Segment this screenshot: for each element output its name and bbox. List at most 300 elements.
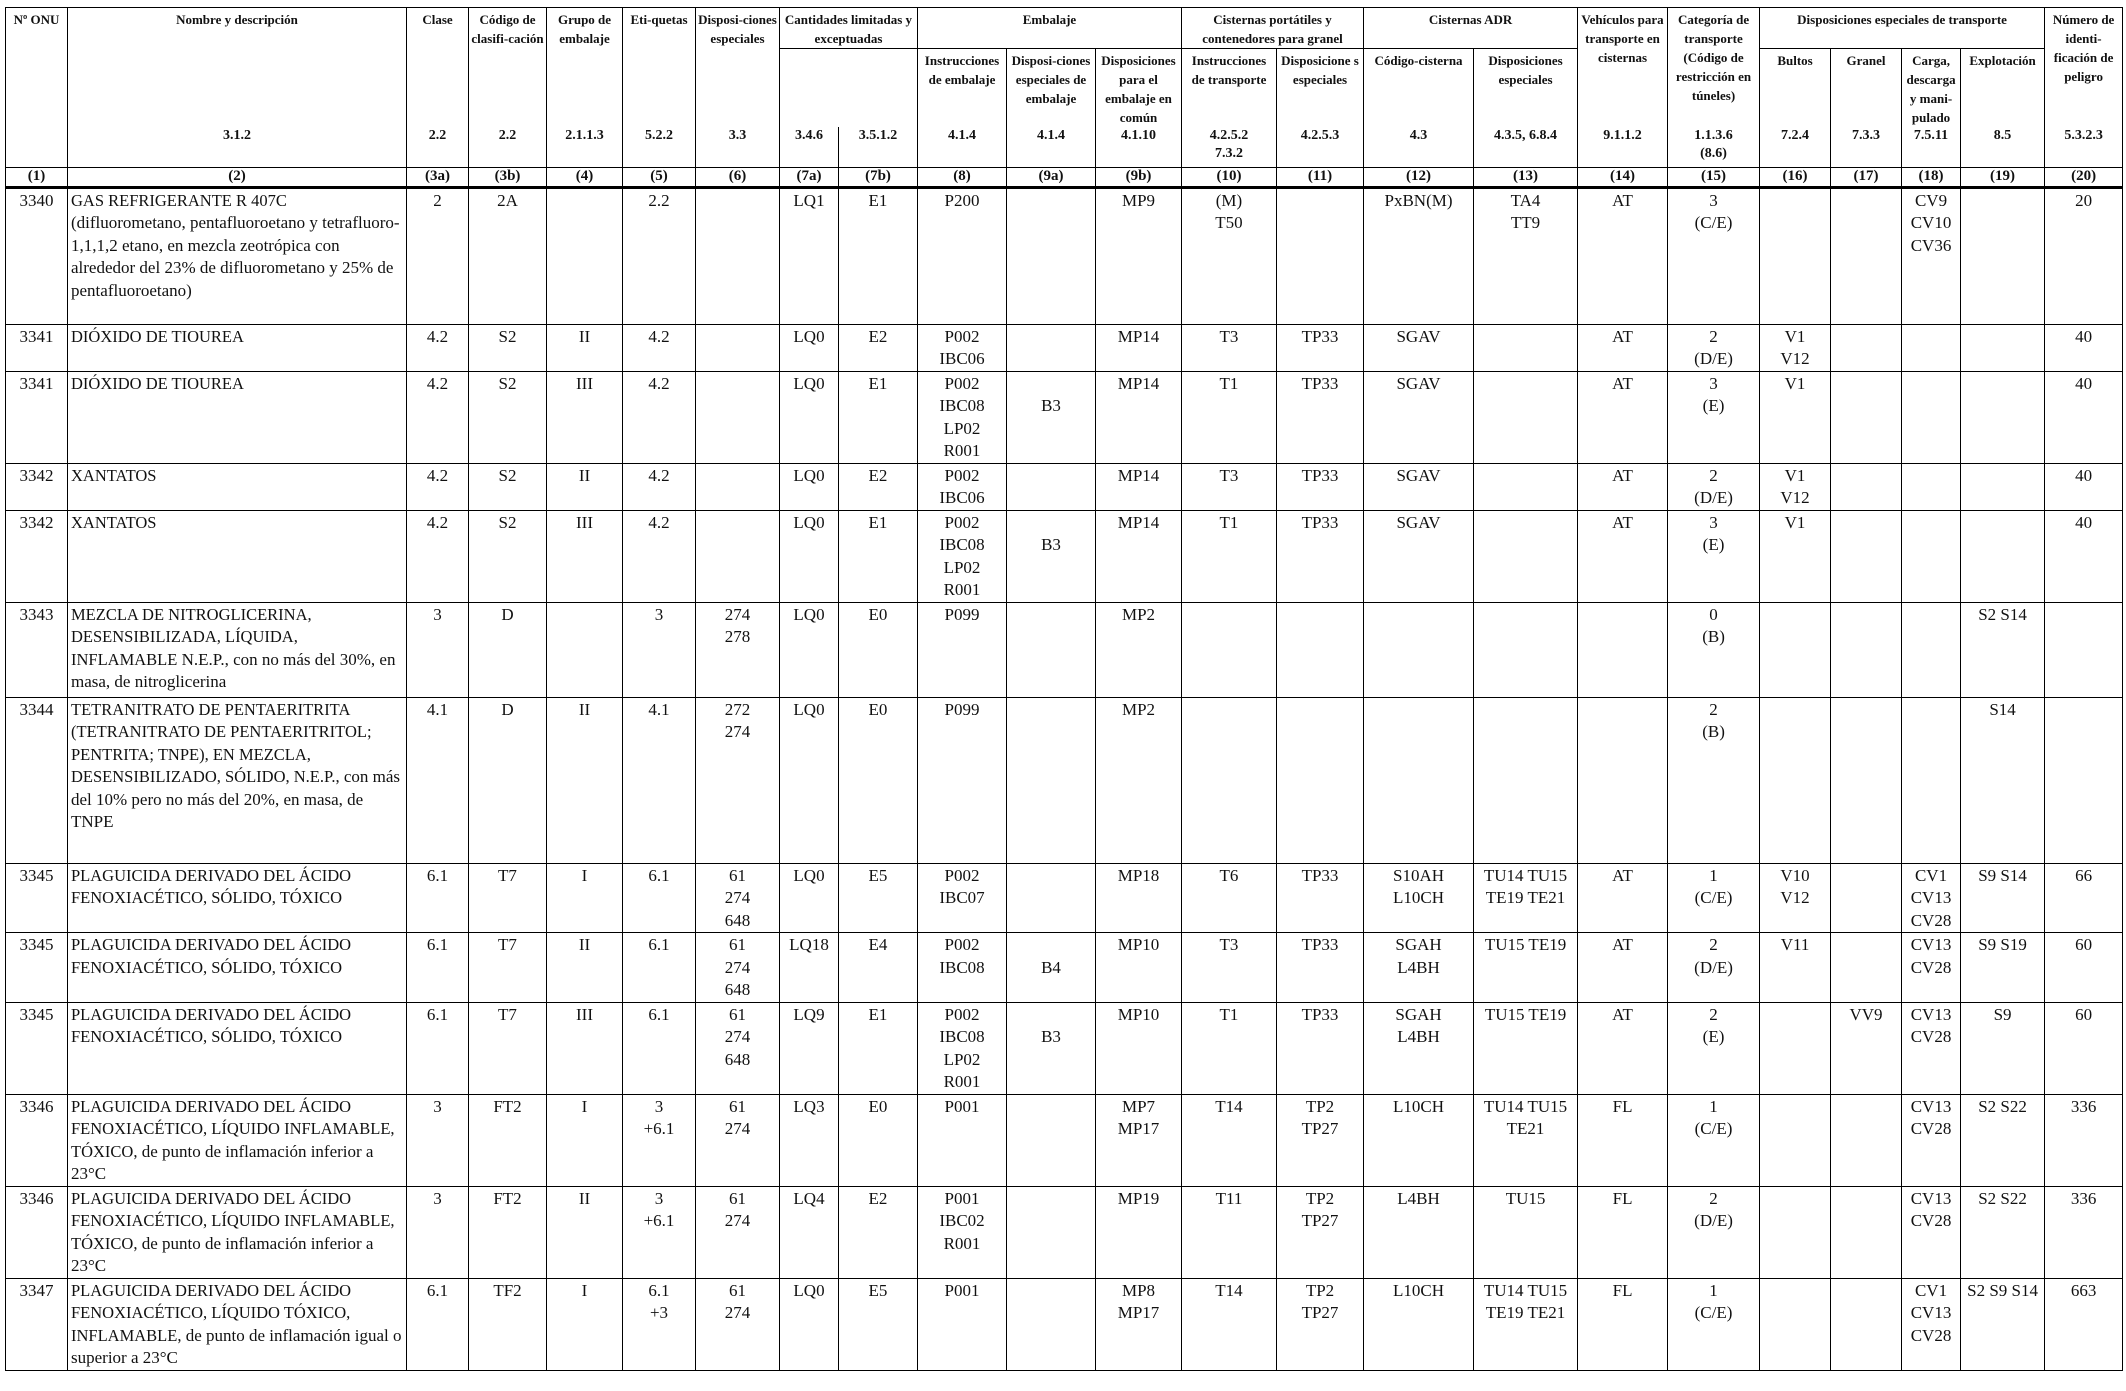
header-adr-tanks-group: Cisternas ADR xyxy=(1364,8,1578,49)
cell-c8: P002 IBC08 xyxy=(918,933,1007,1003)
cell-c9b: MP9 xyxy=(1096,187,1182,324)
cell-c9a xyxy=(1007,463,1096,510)
header-7a-blank xyxy=(780,49,839,128)
cell-c3b: S2 xyxy=(469,371,547,463)
cell-c10: T3 xyxy=(1182,933,1277,1003)
cell-c10 xyxy=(1182,602,1277,697)
header-portable-tank-instructions: Instrucciones de transporte xyxy=(1182,49,1277,128)
cell-c18: CV13 CV28 xyxy=(1902,1094,1961,1186)
cell-c7a: LQ0 xyxy=(780,697,839,863)
cell-c5: 6.1 xyxy=(623,863,696,933)
cell-c3b: T7 xyxy=(469,863,547,933)
cell-c13: TU15 TE19 xyxy=(1474,1002,1578,1094)
cell-c14: AT xyxy=(1578,933,1668,1003)
column-number: (5) xyxy=(623,167,696,187)
name-description-cell xyxy=(68,697,407,863)
cell-c15: 2 (D/E) xyxy=(1668,1186,1760,1278)
column-number: (1) xyxy=(6,167,68,187)
column-number: (3b) xyxy=(469,167,547,187)
name-description-cell xyxy=(68,187,407,324)
column-number: (9b) xyxy=(1096,167,1182,187)
cell-c3a: 4.2 xyxy=(407,510,469,602)
cell-c6: 61 274 xyxy=(696,1186,780,1278)
substance-name: PLAGUICIDA DERIVADO DEL ÁCIDO FENOXIACÉTICO, LÍQUIDO INFLAMABLE, TÓXICO, xyxy=(71,1188,395,1253)
header-packages: Bultos xyxy=(1760,49,1831,128)
cell-c11: TP33 xyxy=(1277,863,1364,933)
cell-c14: AT xyxy=(1578,463,1668,510)
cell-c7a: LQ0 xyxy=(780,863,839,933)
cell-c13 xyxy=(1474,697,1578,863)
ref-cell: 7.2.4 xyxy=(1760,127,1831,167)
column-number: (19) xyxy=(1961,167,2045,187)
cell-c13 xyxy=(1474,324,1578,371)
cell-c17 xyxy=(1831,697,1902,863)
cell-c9a xyxy=(1007,187,1096,324)
cell-c15: 2 (D/E) xyxy=(1668,463,1760,510)
cell-c8: P001 xyxy=(918,1094,1007,1186)
column-number: (11) xyxy=(1277,167,1364,187)
cell-c3a: 3 xyxy=(407,1186,469,1278)
table-row xyxy=(6,1186,2123,1278)
cell-c15: 2 (D/E) xyxy=(1668,933,1760,1003)
cell-c7a: LQ0 xyxy=(780,602,839,697)
cell-c14: FL xyxy=(1578,1094,1668,1186)
cell-c10: (M) T50 xyxy=(1182,187,1277,324)
ref-cell: 4.1.10 xyxy=(1096,127,1182,167)
cell-c15: 3 (C/E) xyxy=(1668,187,1760,324)
cell-c4: II xyxy=(547,324,623,371)
cell-c18: CV9 CV10 CV36 xyxy=(1902,187,1961,324)
cell-c10: T1 xyxy=(1182,371,1277,463)
cell-c20: 66 xyxy=(2045,863,2123,933)
cell-c3b: TF2 xyxy=(469,1278,547,1370)
un-number-cell: 3346 xyxy=(6,1186,68,1278)
cell-c18: CV13 CV28 xyxy=(1902,1002,1961,1094)
name-description-cell xyxy=(68,933,407,1003)
column-number: (18) xyxy=(1902,167,1961,187)
column-number: (15) xyxy=(1668,167,1760,187)
cell-c7b: E1 xyxy=(839,510,918,602)
cell-c17 xyxy=(1831,463,1902,510)
un-number-cell: 3340 xyxy=(6,187,68,324)
table-row xyxy=(6,371,2123,463)
cell-c14 xyxy=(1578,697,1668,863)
column-number: (7b) xyxy=(839,167,918,187)
cell-c5: 4.2 xyxy=(623,371,696,463)
cell-c13 xyxy=(1474,510,1578,602)
cell-c3b: D xyxy=(469,602,547,697)
cell-c8: P099 xyxy=(918,697,1007,863)
cell-c20: 40 xyxy=(2045,371,2123,463)
header-operation: Explotación xyxy=(1961,49,2045,128)
cell-c4: III xyxy=(547,510,623,602)
name-description-cell xyxy=(68,324,407,371)
cell-c9b: MP10 xyxy=(1096,1002,1182,1094)
name-description-cell xyxy=(68,863,407,933)
cell-c15: 2 (E) xyxy=(1668,1002,1760,1094)
cell-c10: T14 xyxy=(1182,1278,1277,1370)
cell-c17 xyxy=(1831,863,1902,933)
cell-c11: TP2 TP27 xyxy=(1277,1094,1364,1186)
cell-c6: 61 274 648 xyxy=(696,863,780,933)
cell-c19: S2 S22 xyxy=(1961,1186,2045,1278)
cell-c5: 6.1 xyxy=(623,1002,696,1094)
ref-cell: 7.5.11 xyxy=(1902,127,1961,167)
header-limited-quantities-group: Cantidades limitadas y exceptuadas xyxy=(780,8,918,49)
cell-c17 xyxy=(1831,602,1902,697)
cell-c14: AT xyxy=(1578,187,1668,324)
cell-c17 xyxy=(1831,510,1902,602)
cell-c3a: 6.1 xyxy=(407,863,469,933)
cell-c7a: LQ0 xyxy=(780,1278,839,1370)
ref-cell: 1.1.3.6 (8.6) xyxy=(1668,127,1760,167)
un-number-cell: 3345 xyxy=(6,1002,68,1094)
cell-c7a: LQ0 xyxy=(780,510,839,602)
cell-c17 xyxy=(1831,187,1902,324)
cell-c15: 1 (C/E) xyxy=(1668,1278,1760,1370)
cell-c10: T14 xyxy=(1182,1094,1277,1186)
cell-c12: SGAV xyxy=(1364,324,1474,371)
cell-c10: T11 xyxy=(1182,1186,1277,1278)
column-number: (20) xyxy=(2045,167,2123,187)
cell-c12: S10AH L10CH xyxy=(1364,863,1474,933)
cell-c18: CV13 CV28 xyxy=(1902,933,1961,1003)
column-number: (16) xyxy=(1760,167,1831,187)
substance-description: con más del 10% pero no más del 20%, en masa, de TNPE xyxy=(71,767,401,831)
cell-c6: 61 274 648 xyxy=(696,1002,780,1094)
cell-c16 xyxy=(1760,1278,1831,1370)
substance-name: DIÓXIDO DE TIOUREA xyxy=(71,373,244,393)
cell-c11 xyxy=(1277,187,1364,324)
ref-cell: 4.1.4 xyxy=(1007,127,1096,167)
cell-c8: P002 IBC06 xyxy=(918,463,1007,510)
cell-c18 xyxy=(1902,324,1961,371)
cell-c16 xyxy=(1760,1002,1831,1094)
name-description-cell xyxy=(68,371,407,463)
cell-c12: L10CH xyxy=(1364,1094,1474,1186)
un-number-cell: 3343 xyxy=(6,602,68,697)
cell-c6 xyxy=(696,371,780,463)
column-number: (17) xyxy=(1831,167,1902,187)
column-number: (3a) xyxy=(407,167,469,187)
un-number-cell: 3345 xyxy=(6,933,68,1003)
cell-c9a: B3 xyxy=(1007,1002,1096,1094)
name-description-cell xyxy=(68,602,407,697)
cell-c8: P001 IBC02 R001 xyxy=(918,1186,1007,1278)
substance-name: PLAGUICIDA DERIVADO DEL ÁCIDO FENOXIACÉTICO, LÍQUIDO TÓXICO, INFLAMABLE, xyxy=(71,1280,352,1345)
cell-c14: AT xyxy=(1578,324,1668,371)
substance-description: (difluorometano, pentafluoroetano y tetrafluoro-1,1,1,2 etano, en mezcla zeotrópica con alrededor del 23% de difluorometano y 25% de pentafluoroetano) xyxy=(71,213,400,300)
cell-c13: TU14 TU15 TE21 xyxy=(1474,1094,1578,1186)
cell-c15: 3 (E) xyxy=(1668,371,1760,463)
name-description-cell xyxy=(68,1186,407,1278)
cell-c5: 3 +6.1 xyxy=(623,1094,696,1186)
header-labels: Eti-quetas xyxy=(623,8,696,128)
cell-c20: 60 xyxy=(2045,933,2123,1003)
cell-c13 xyxy=(1474,602,1578,697)
cell-c12: SGAV xyxy=(1364,371,1474,463)
cell-c3b: S2 xyxy=(469,510,547,602)
cell-c4 xyxy=(547,187,623,324)
cell-c11 xyxy=(1277,602,1364,697)
cell-c20 xyxy=(2045,697,2123,863)
cell-c6: 272 274 xyxy=(696,697,780,863)
ref-cell: 5.3.2.3 xyxy=(2045,127,2123,167)
header-loading-handling: Carga, descarga y mani-pulado xyxy=(1902,49,1961,128)
ref-cell: 3.4.6 xyxy=(780,127,839,167)
cell-c3b: D xyxy=(469,697,547,863)
cell-c12: SGAV xyxy=(1364,510,1474,602)
cell-c3a: 6.1 xyxy=(407,1278,469,1370)
cell-c20: 40 xyxy=(2045,510,2123,602)
cell-c6 xyxy=(696,463,780,510)
column-number: (9a) xyxy=(1007,167,1096,187)
substance-name: PLAGUICIDA DERIVADO DEL ÁCIDO FENOXIACÉTICO, SÓLIDO, TÓXICO xyxy=(71,935,352,977)
name-description-cell xyxy=(68,1002,407,1094)
header-bulk: Granel xyxy=(1831,49,1902,128)
table-row xyxy=(6,933,2123,1003)
cell-c16: V1 xyxy=(1760,510,1831,602)
cell-c9b: MP2 xyxy=(1096,697,1182,863)
cell-c3b: S2 xyxy=(469,463,547,510)
cell-c8: P002 IBC06 xyxy=(918,324,1007,371)
cell-c12: L10CH xyxy=(1364,1278,1474,1370)
cell-c16 xyxy=(1760,1186,1831,1278)
cell-c16 xyxy=(1760,1094,1831,1186)
substance-description: de punto de inflamación igual o superior a 23°C xyxy=(71,1325,402,1367)
cell-c17 xyxy=(1831,1186,1902,1278)
cell-c13: TU15 TE19 xyxy=(1474,933,1578,1003)
ref-cell: 8.5 xyxy=(1961,127,2045,167)
cell-c7b: E4 xyxy=(839,933,918,1003)
column-number: (13) xyxy=(1474,167,1578,187)
table-row xyxy=(6,602,2123,697)
cell-c19: S14 xyxy=(1961,697,2045,863)
cell-c17: VV9 xyxy=(1831,1002,1902,1094)
name-description-cell xyxy=(68,1094,407,1186)
cell-c11: TP33 xyxy=(1277,510,1364,602)
cell-c8: P002 IBC08 LP02 R001 xyxy=(918,1002,1007,1094)
cell-c19: S2 S22 xyxy=(1961,1094,2045,1186)
cell-c3b: FT2 xyxy=(469,1186,547,1278)
cell-c10: T1 xyxy=(1182,1002,1277,1094)
cell-c9a xyxy=(1007,863,1096,933)
header-mixed-packing: Disposiciones para el embalaje en común xyxy=(1096,49,1182,128)
cell-c15: 0 (B) xyxy=(1668,602,1760,697)
cell-c11: TP33 xyxy=(1277,371,1364,463)
name-description-cell xyxy=(68,463,407,510)
cell-c14: AT xyxy=(1578,510,1668,602)
cell-c19: S2 S9 S14 xyxy=(1961,1278,2045,1370)
cell-c5: 4.2 xyxy=(623,510,696,602)
header-tank-vehicles: Vehículos para transporte en cisternas xyxy=(1578,8,1668,128)
cell-c7b: E2 xyxy=(839,1186,918,1278)
cell-c7a: LQ18 xyxy=(780,933,839,1003)
cell-c8: P002 IBC07 xyxy=(918,863,1007,933)
cell-c9a xyxy=(1007,1094,1096,1186)
cell-c19 xyxy=(1961,463,2045,510)
cell-c19: S9 xyxy=(1961,1002,2045,1094)
cell-c7b: E1 xyxy=(839,187,918,324)
cell-c5: 6.1 xyxy=(623,933,696,1003)
cell-c13: TA4 TT9 xyxy=(1474,187,1578,324)
substance-name: MEZCLA DE NITROGLICERINA, DESENSIBILIZADA, LÍQUIDA, INFLAMABLE xyxy=(71,604,312,669)
un-number-cell: 3341 xyxy=(6,371,68,463)
cell-c7a: LQ0 xyxy=(780,463,839,510)
cell-c14: AT xyxy=(1578,863,1668,933)
column-number: (14) xyxy=(1578,167,1668,187)
cell-c9b: MP7 MP17 xyxy=(1096,1094,1182,1186)
cell-c18 xyxy=(1902,697,1961,863)
cell-c20: 336 xyxy=(2045,1186,2123,1278)
cell-c13 xyxy=(1474,371,1578,463)
cell-c15: 2 (D/E) xyxy=(1668,324,1760,371)
cell-c9b: MP8 MP17 xyxy=(1096,1278,1182,1370)
cell-c11: TP33 xyxy=(1277,933,1364,1003)
cell-c17 xyxy=(1831,1094,1902,1186)
cell-c4: I xyxy=(547,1094,623,1186)
cell-c15: 1 (C/E) xyxy=(1668,1094,1760,1186)
cell-c3b: T7 xyxy=(469,933,547,1003)
name-description-cell xyxy=(68,1278,407,1370)
cell-c3a: 4.1 xyxy=(407,697,469,863)
cell-c13: TU15 xyxy=(1474,1186,1578,1278)
dangerous-goods-table-page xyxy=(5,7,2123,1371)
column-number: (7a) xyxy=(780,167,839,187)
table-row xyxy=(6,1278,2123,1370)
cell-c7b: E1 xyxy=(839,371,918,463)
cell-c7b: E0 xyxy=(839,697,918,863)
header-7b-blank xyxy=(839,49,918,128)
cell-c14: FL xyxy=(1578,1278,1668,1370)
cell-c7a: LQ4 xyxy=(780,1186,839,1278)
cell-c19 xyxy=(1961,510,2045,602)
cell-c3a: 2 xyxy=(407,187,469,324)
cell-c20: 40 xyxy=(2045,463,2123,510)
cell-c7b: E5 xyxy=(839,1278,918,1370)
cell-c20: 20 xyxy=(2045,187,2123,324)
cell-c3b: T7 xyxy=(469,1002,547,1094)
cell-c7a: LQ9 xyxy=(780,1002,839,1094)
header-classification-code: Código de clasifi-cación xyxy=(469,8,547,128)
cell-c4: I xyxy=(547,863,623,933)
substance-description: de punto de inflamación inferior a 23°C xyxy=(71,1233,374,1275)
header-adr-tank-provisions: Disposiciones especiales xyxy=(1474,49,1578,128)
header-hazard-number: Número de identi-ficación de peligro xyxy=(2045,8,2123,128)
cell-c12: PxBN(M) xyxy=(1364,187,1474,324)
table-row xyxy=(6,1002,2123,1094)
cell-c3a: 4.2 xyxy=(407,371,469,463)
substance-name: XANTATOS xyxy=(71,465,157,485)
cell-c20: 336 xyxy=(2045,1094,2123,1186)
cell-c19 xyxy=(1961,187,2045,324)
ref-cell: 4.3 xyxy=(1364,127,1474,167)
cell-c5: 3 +6.1 xyxy=(623,1186,696,1278)
un-number-cell: 3341 xyxy=(6,324,68,371)
table-row xyxy=(6,697,2123,863)
ref-cell: 2.2 xyxy=(407,127,469,167)
cell-c18: CV1 CV13 CV28 xyxy=(1902,1278,1961,1370)
cell-c19: S9 S19 xyxy=(1961,933,2045,1003)
cell-c20: 663 xyxy=(2045,1278,2123,1370)
cell-c6 xyxy=(696,324,780,371)
ref-cell: 5.2.2 xyxy=(623,127,696,167)
cell-c18 xyxy=(1902,371,1961,463)
cell-c11: TP33 xyxy=(1277,463,1364,510)
cell-c10 xyxy=(1182,697,1277,863)
cell-c3a: 4.2 xyxy=(407,324,469,371)
substance-description: de punto de inflamación inferior a 23°C xyxy=(71,1141,374,1183)
cell-c5: 3 xyxy=(623,602,696,697)
ref-cell: 7.3.3 xyxy=(1831,127,1902,167)
dangerous-goods-table xyxy=(5,7,2123,1371)
cell-c4: III xyxy=(547,371,623,463)
table-row xyxy=(6,863,2123,933)
cell-c16: V1 V12 xyxy=(1760,463,1831,510)
un-number-cell: 3342 xyxy=(6,463,68,510)
ref-cell: 3.1.2 xyxy=(68,127,407,167)
cell-c3a: 6.1 xyxy=(407,1002,469,1094)
cell-c14: FL xyxy=(1578,1186,1668,1278)
column-number: (10) xyxy=(1182,167,1277,187)
ref-cell xyxy=(6,127,68,167)
cell-c3a: 6.1 xyxy=(407,933,469,1003)
header-packing-group: Grupo de embalaje xyxy=(547,8,623,128)
cell-c9a: B4 xyxy=(1007,933,1096,1003)
substance-name: GAS REFRIGERANTE R 407C xyxy=(71,190,287,210)
cell-c6: 274 278 xyxy=(696,602,780,697)
cell-c9b: MP18 xyxy=(1096,863,1182,933)
cell-c3a: 3 xyxy=(407,602,469,697)
header-name-description: Nombre y descripción xyxy=(68,8,407,128)
un-number-cell: 3346 xyxy=(6,1094,68,1186)
un-number-cell: 3344 xyxy=(6,697,68,863)
cell-c15: 2 (B) xyxy=(1668,697,1760,863)
cell-c9a xyxy=(1007,1186,1096,1278)
cell-c11: TP2 TP27 xyxy=(1277,1186,1364,1278)
cell-c16: V11 xyxy=(1760,933,1831,1003)
cell-c9a: B3 xyxy=(1007,510,1096,602)
cell-c10: T6 xyxy=(1182,863,1277,933)
cell-c7b: E2 xyxy=(839,324,918,371)
substance-description: N.E.P., con no más del 30%, en masa, de nitroglicerina xyxy=(71,649,396,691)
cell-c9b: MP2 xyxy=(1096,602,1182,697)
cell-c9b: MP10 xyxy=(1096,933,1182,1003)
substance-name: PLAGUICIDA DERIVADO DEL ÁCIDO FENOXIACÉTICO, SÓLIDO, TÓXICO xyxy=(71,1004,352,1046)
cell-c7a: LQ1 xyxy=(780,187,839,324)
cell-c11 xyxy=(1277,697,1364,863)
cell-c20 xyxy=(2045,602,2123,697)
cell-c9b: MP14 xyxy=(1096,510,1182,602)
cell-c18 xyxy=(1902,463,1961,510)
cell-c16: V1 xyxy=(1760,371,1831,463)
header-tank-code: Código-cisterna xyxy=(1364,49,1474,128)
cell-c13: TU14 TU15 TE19 TE21 xyxy=(1474,863,1578,933)
cell-c5: 4.2 xyxy=(623,463,696,510)
un-number-cell: 3342 xyxy=(6,510,68,602)
cell-c17 xyxy=(1831,933,1902,1003)
cell-c15: 1 (C/E) xyxy=(1668,863,1760,933)
cell-c3a: 4.2 xyxy=(407,463,469,510)
cell-c16 xyxy=(1760,187,1831,324)
table-row xyxy=(6,463,2123,510)
cell-c16: V10 V12 xyxy=(1760,863,1831,933)
ref-cell: 4.2.5.3 xyxy=(1277,127,1364,167)
substance-name: DIÓXIDO DE TIOUREA xyxy=(71,326,244,346)
header-class: Clase xyxy=(407,8,469,128)
cell-c12: SGAV xyxy=(1364,463,1474,510)
header-un-number: Nº ONU xyxy=(6,8,68,128)
